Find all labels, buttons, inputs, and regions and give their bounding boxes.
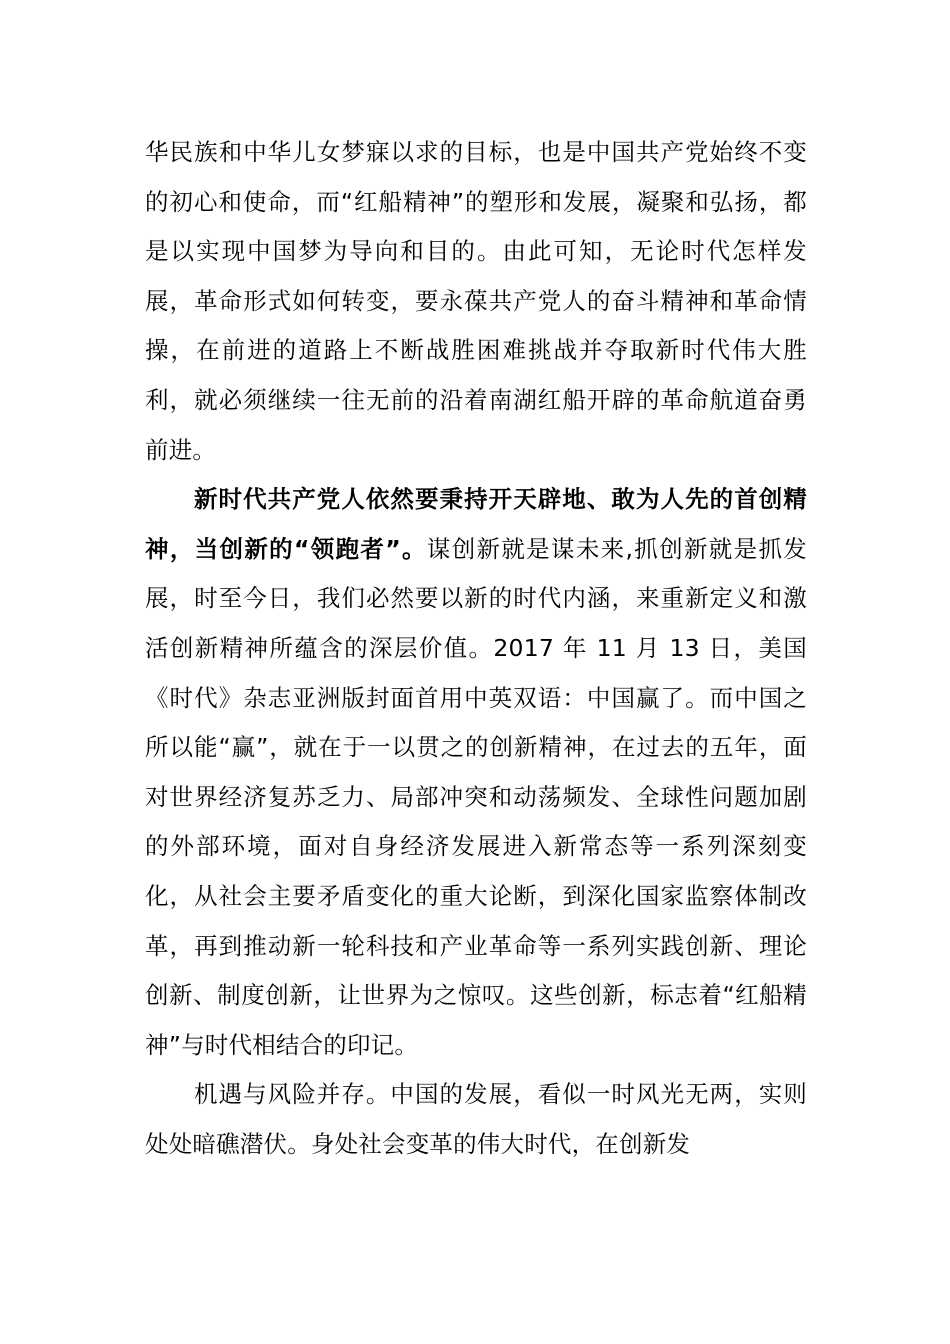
paragraph-1-text: 华民族和中华儿女梦寐以求的目标，也是中国共产党始终不变的初心和使命，而“红船精神”的塑形和发展，凝聚和弘扬，都是以实现中国梦为导向和目的。由此可知，无论时代怎样发展，革命形式如何转变，要永葆共产党人的奋斗精神和革命情操，在前进的道路上不断战胜困难挑战并夺取新时代伟大胜利，就必须继续一往无前的沿着南湖红船开辟的革命航道奋勇前进。 (145, 138, 807, 464)
paragraph-2 (145, 475, 807, 1070)
document-body (145, 128, 807, 1169)
paragraph-2-text: 谋创新就是谋未来,抓创新就是抓发展，时至今日，我们必然要以新的时代内涵，来重新定义和激活创新精神所蕴含的深层价值。2017 年 11 月 13 日，美国《时代》杂志亚洲版封面首用中英双语：中国赢了。而中国之所以能“赢”，就在于一以贯之的创新精神，在过去的五年，面对世界经济复苏乏力、局部冲突和动荡频发、全球性问题加剧的外部环境，面对自身经济发展进入新常态等一系列深刻变化，从社会主要矛盾变化的重大论断，到深化国家监察体制改革，再到推动新一轮科技和产业革命等一系列实践创新、理论创新、制度创新，让世界为之惊叹。这些创新，标志着“红船精神”与时代相结合的印记。 (145, 534, 807, 1059)
paragraph-1 (145, 128, 807, 475)
paragraph-3 (145, 1070, 807, 1169)
paragraph-2-bold-lead: 新时代共产党人依然要秉持开天辟地、敢为人先的首创精神，当创新的“领跑者”。 (145, 485, 807, 563)
paragraph-3-text: 机遇与风险并存。中国的发展，看似一时风光无两，实则处处暗礁潜伏。身处社会变革的伟大时代，在创新发 (145, 1080, 807, 1158)
